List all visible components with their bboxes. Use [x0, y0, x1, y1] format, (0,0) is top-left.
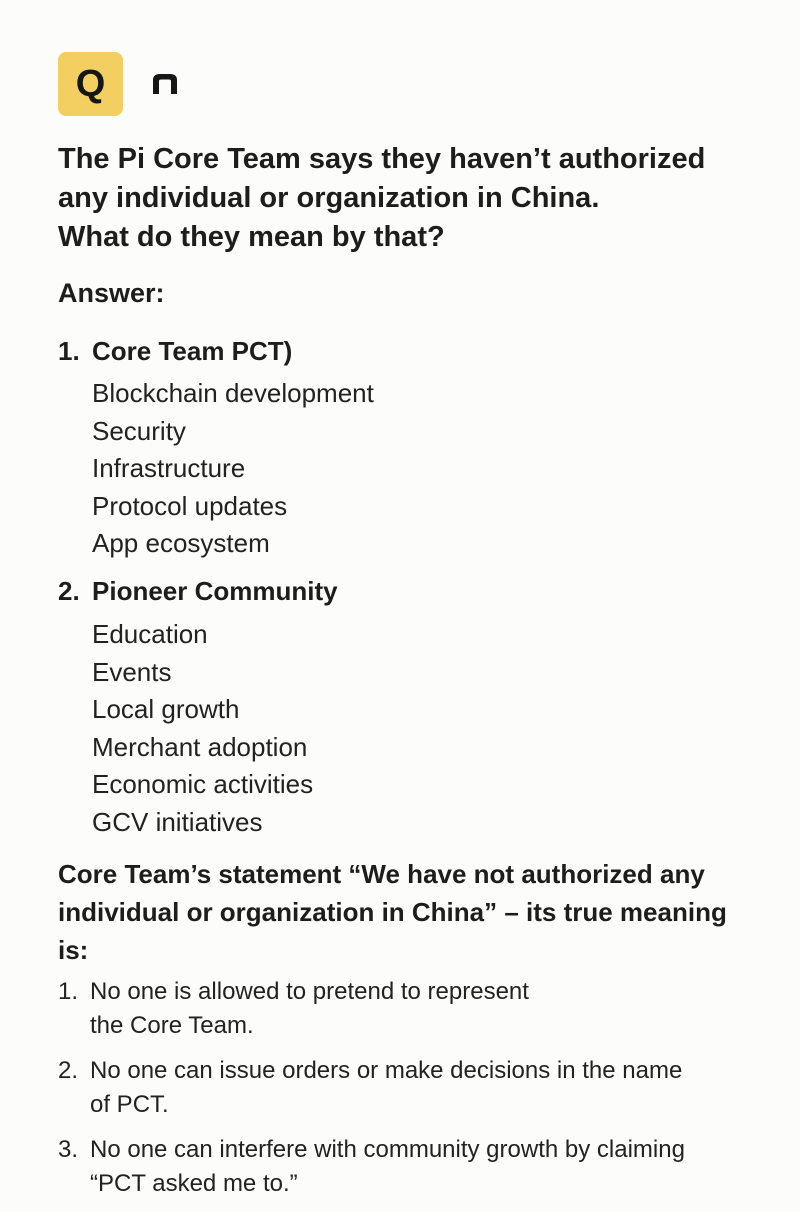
meaning-item	[58, 975, 685, 1043]
section-number: 2.	[58, 576, 80, 606]
n-shape-icon	[151, 72, 179, 96]
list-item: Security	[92, 415, 186, 446]
list-item: Education	[92, 619, 208, 649]
list-item: Infrastructure	[92, 453, 246, 483]
question-line: any individual or organization in China.	[58, 182, 600, 214]
list-item: Protocol updates	[92, 490, 288, 521]
list-item: App ecosystem	[92, 528, 270, 558]
answer-label: Answer:	[58, 278, 165, 308]
meaning-line: No one is allowed to pretend to represent	[90, 978, 529, 1005]
list-item: Events	[92, 656, 172, 687]
meaning-line: the Core Team.	[90, 1012, 254, 1039]
list-item: Local growth	[92, 694, 240, 724]
meaning-list	[58, 975, 685, 1212]
section-title-text: Core Team PCT)	[92, 336, 293, 366]
section-title-core-team	[58, 336, 292, 367]
meaning-line: of PCT.	[90, 1091, 169, 1118]
question-heading	[58, 140, 758, 257]
meaning-number: 1.	[58, 978, 79, 1005]
list-item: Economic activities	[92, 769, 314, 799]
list-item: Merchant adoption	[92, 731, 308, 762]
header	[58, 52, 179, 116]
question-line: The Pi Core Team says they haven’t authorized	[58, 143, 706, 175]
meaning-line: No one can interfere with community growth by claiming	[90, 1136, 685, 1163]
q-badge	[58, 52, 123, 116]
statement-heading	[58, 855, 758, 969]
section-title-text: Pioneer Community	[92, 576, 338, 606]
meaning-line: No one can issue orders or make decisions in the name	[90, 1057, 683, 1084]
q-badge-letter: Q	[75, 62, 106, 105]
meaning-line: “PCT asked me to.”	[90, 1170, 298, 1197]
statement-line: is:	[58, 935, 89, 965]
statement-line: individual or organization in China” – its true meaning	[58, 897, 727, 927]
statement-line: Core Team’s statement “We have not authorized any	[58, 859, 705, 889]
core-team-list	[92, 375, 374, 563]
section-title-pioneer-community	[58, 576, 338, 607]
question-line: What do they mean by that?	[58, 221, 445, 253]
list-item: Blockchain development	[92, 378, 374, 408]
list-item: GCV initiatives	[92, 806, 263, 837]
section-number: 1.	[58, 336, 80, 366]
meaning-number: 2.	[58, 1057, 79, 1084]
meaning-number: 3.	[58, 1136, 79, 1163]
meaning-item	[58, 1133, 685, 1201]
meaning-item	[58, 1054, 685, 1122]
pioneer-community-list	[92, 616, 313, 841]
